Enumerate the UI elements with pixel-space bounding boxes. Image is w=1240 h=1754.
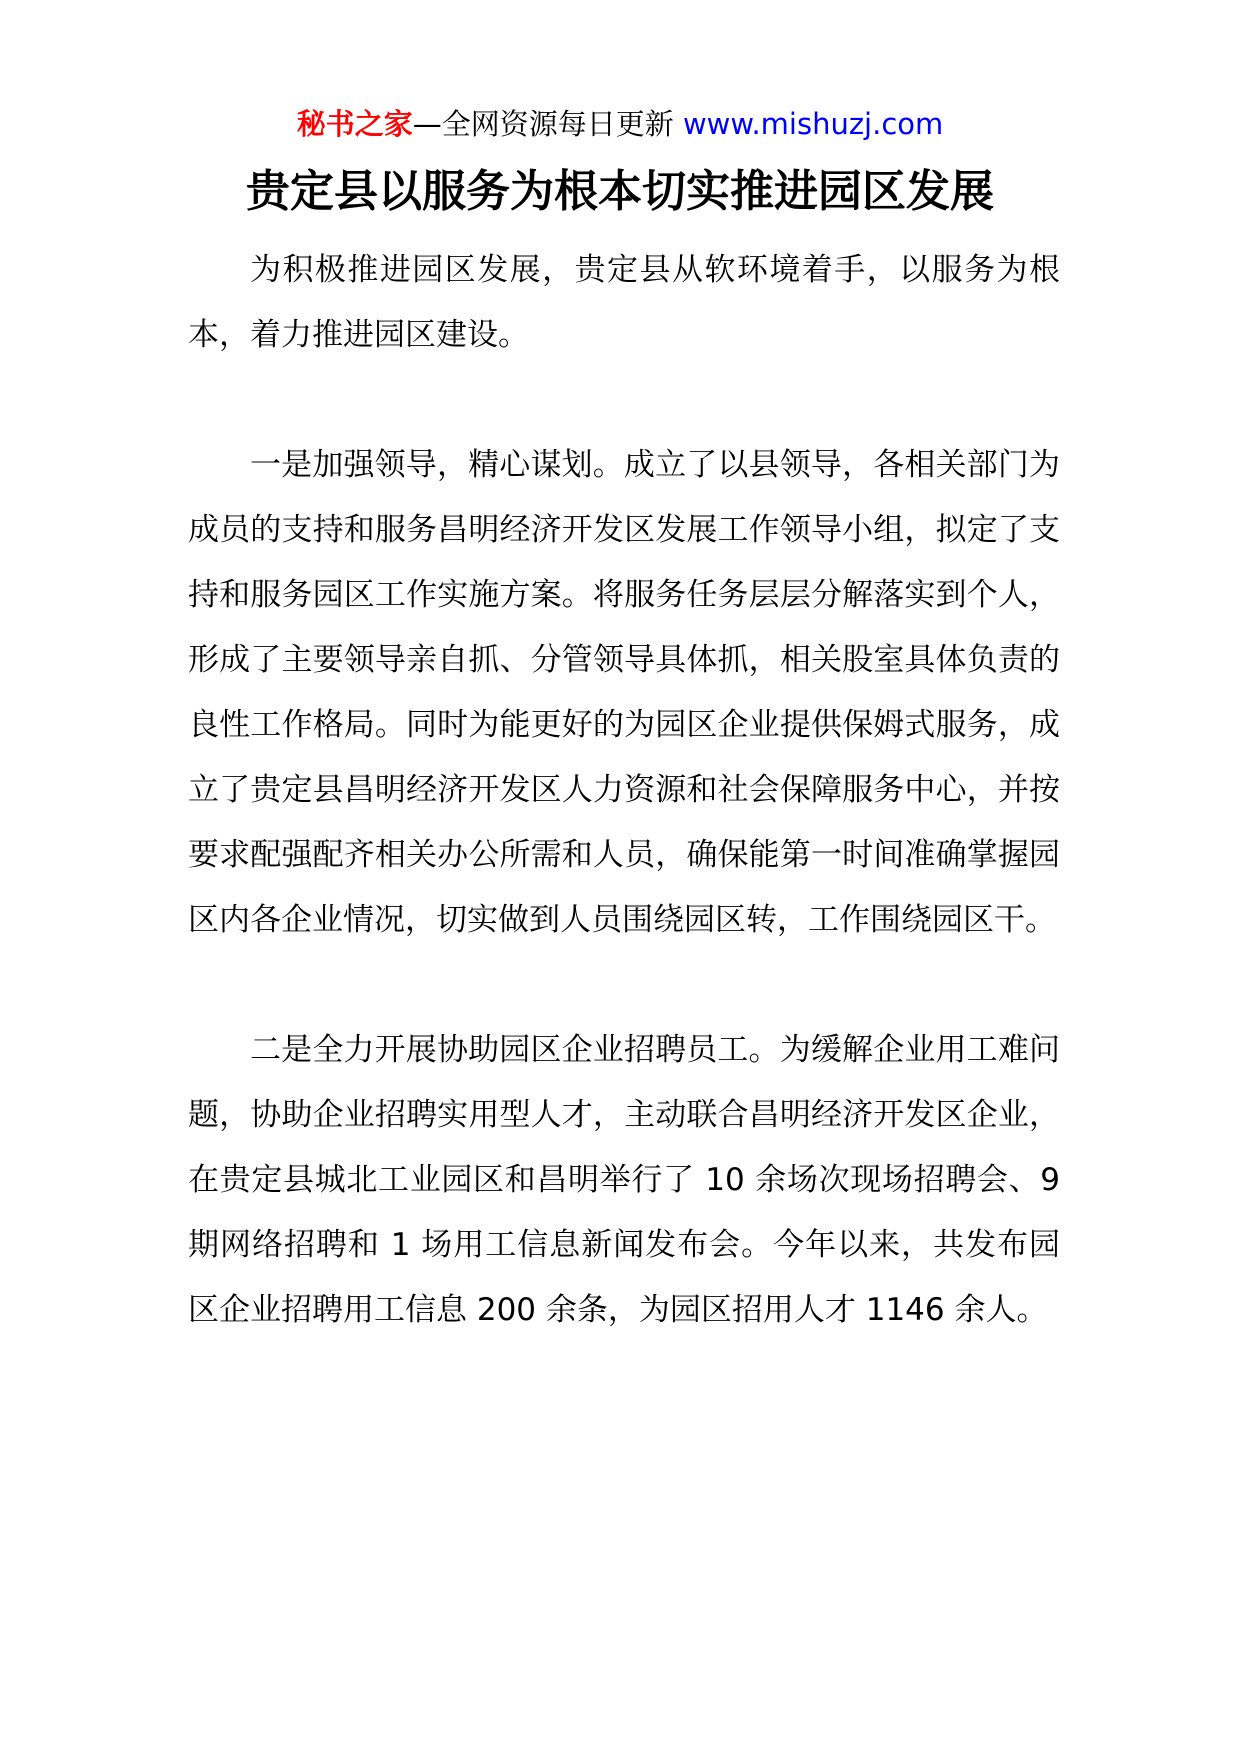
paragraph-recruitment: 二是全力开展协助园区企业招聘员工。为缓解企业用工难问题，协助企业招聘实用型人才，主动联合昌明经济开发区企业，在贵定县城北工业园区和昌明举行了 10 余场次现场招聘会、9 期网络招聘和 1 场用工信息新闻发布会。今年以来，共发布园区企业招聘用工信息 200 余条，为园区招用人才 1146 余人。 [188, 1032, 1060, 1328]
paragraph-intro: 为积极推进园区发展，贵定县从软环境着手，以服务为根本，着力推进园区建设。 [188, 252, 1060, 353]
site-url-link[interactable]: www.mishuzj.com [682, 107, 944, 141]
paragraph-gap [188, 368, 1060, 433]
paragraph-leadership: 一是加强领导，精心谋划。成立了以县领导，各相关部门为成员的支持和服务昌明经济开发区发展工作领导小组，拟定了支持和服务园区工作实施方案。将服务任务层层分解落实到个人，形成了主要领导亲自抓、分管领导具体抓，相关股室具体负责的良性工作格局。同时为能更好的为园区企业提供保姆式服务，成立了贵定县昌明经济开发区人力资源和社会保障服务中心，并按要求配强配齐相关办公所需和人员，确保能第一时间准确掌握园区内各企业情况，切实做到人员围绕园区转，工作围绕园区干。 [188, 447, 1060, 938]
page-header [0, 104, 1240, 144]
site-tagline: —全网资源每日更新 [412, 107, 674, 141]
document-body [188, 238, 1060, 1343]
paragraph-gap [188, 953, 1060, 1018]
site-brand: 秘书之家 [296, 107, 413, 141]
document-title: 贵定县以服务为根本切实推进园区发展 [246, 166, 994, 217]
